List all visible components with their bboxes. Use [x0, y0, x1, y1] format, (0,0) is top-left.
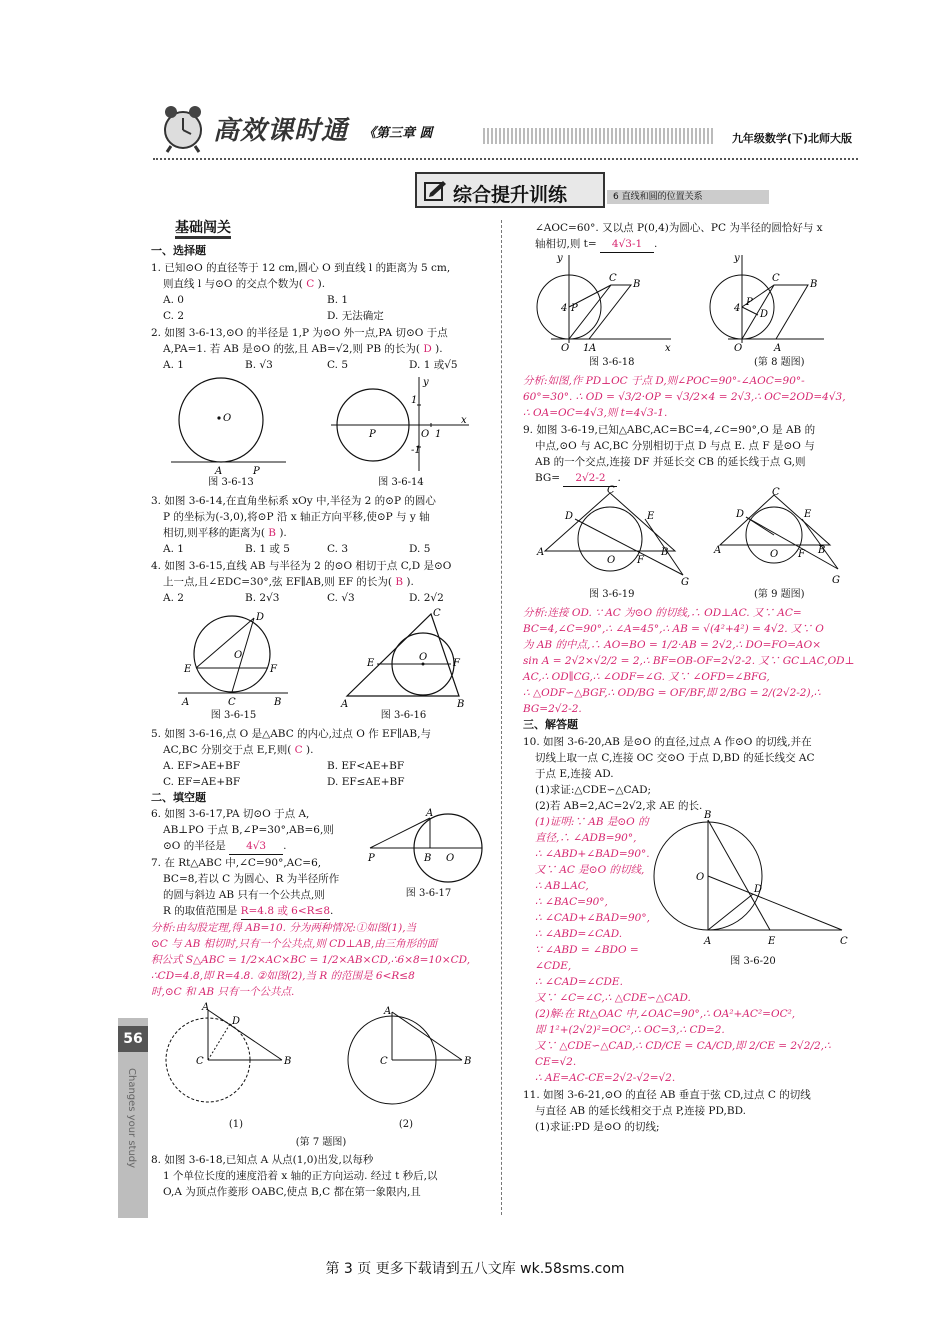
svg-text:P: P — [570, 303, 578, 314]
svg-text:4: 4 — [560, 303, 568, 314]
fill-section-title: 二、填空题 — [151, 791, 206, 804]
figure-row-7 — [151, 1002, 491, 1133]
figure-3-6-18: y 4 P O 1 A x C B 图 3-6-18 — [547, 255, 677, 371]
svg-text:B: B — [273, 697, 281, 708]
svg-text:P: P — [253, 466, 260, 477]
svg-text:y: y — [556, 253, 563, 264]
svg-text:B: B — [818, 545, 826, 556]
svg-text:B: B — [464, 1056, 472, 1067]
question-11: 11. 如图 3-6-21,⊙O 的直径 AB 垂直于弦 CD,过点 C 的切线 与直径 AB 的延长线相交于点 P,连接 PD,BD. (1)求证:PD 是⊙O 的切线; — [523, 1089, 811, 1133]
svg-text:B: B — [424, 853, 432, 864]
svg-text:O: O — [560, 343, 569, 354]
solution-10a: (1)证明:∵ AB 是⊙O 的 直径,∴ ∠ADB=90°, ∴ ∠ABD+∠BAD=90°. 又∵ AC 是⊙O 的切线, ∴ AB⊥AC, ∴ ∠BAC=90°, ∴ ∠CAD+∠BAD=90°, ∴ ∠ABD=∠CAD. ∵ ∠ABD = ∠BDO = ∠CDE, ∴ ∠CAD=∠CDE. — [535, 816, 650, 988]
answer-5: C — [294, 744, 303, 756]
svg-text:y: y — [734, 253, 740, 264]
svg-text:D: D — [760, 309, 769, 320]
svg-text:A: A — [215, 466, 223, 477]
figure-3-6-17: P A B O 图 3-6-17 — [366, 806, 491, 920]
svg-text:F: F — [269, 664, 277, 675]
solution-10-block — [523, 810, 858, 990]
svg-text:C: C — [772, 487, 780, 498]
svg-text:C: C — [432, 608, 441, 619]
svg-text:A: A — [181, 697, 189, 708]
svg-text:F: F — [798, 549, 806, 560]
svg-text:A: A — [340, 699, 348, 710]
answer-6: 4√3 — [229, 838, 283, 855]
svg-text:E: E — [804, 509, 812, 520]
svg-text:A: A — [384, 1006, 392, 1017]
answer-8: 4√3-1 — [600, 236, 654, 253]
figure-row-13-14 — [151, 375, 491, 491]
svg-text:D: D — [736, 509, 745, 520]
svg-text:P: P — [369, 429, 376, 440]
answer-9: 2√2-2 — [563, 470, 617, 487]
svg-text:C: C — [772, 273, 780, 284]
svg-text:A: A — [704, 936, 712, 947]
page-tab-text: Changes your study — [126, 1068, 137, 1169]
svg-text:A: A — [536, 547, 544, 558]
banner-title: 综合提升训练 — [453, 184, 568, 206]
figure-7-2: A C B (2) — [336, 1002, 476, 1133]
svg-text:D: D — [255, 612, 264, 623]
answer-3: B — [268, 527, 276, 539]
svg-text:C: C — [196, 1056, 204, 1067]
svg-text:O: O — [233, 650, 242, 661]
svg-text:C: C — [380, 1056, 388, 1067]
solution-8: 分析:如图,作 PD⊥OC 于点 D,则∠POC=90°-∠AOC=90°- 60°=30°. ∴ OD = √3/2·OP = √3/2×4 = 2√3,∴ OC=2OD=4√3, ∴ OA=OC=4√3,则 t=4√3-1. — [523, 375, 846, 419]
svg-text:E: E — [768, 936, 776, 947]
svg-text:4: 4 — [734, 303, 741, 314]
question-9: 9. 如图 3-6-19,已知△ABC,AC=BC=4,∠C=90°,O 是 AB 的 中点,⊙O 与 AC,BC 分别相切于点 D 与点 E. 点 F 是⊙O 与 AB 的一个交点,连接 DF 并延长交 CB 的延长线于点 G,则 BG= 2√2-2 . — [523, 422, 858, 487]
svg-text:B: B — [810, 279, 818, 290]
left-column — [151, 220, 491, 1200]
grade-label: 九年级数学(下)北师大版 — [731, 132, 852, 145]
figure-3-6-13: O A P 图 3-6-13 — [171, 375, 291, 491]
svg-text:1: 1 — [411, 395, 418, 406]
clock-mascot-icon — [157, 102, 209, 154]
figure-8: y 4 P D O A C B (第 8 题图) — [724, 255, 834, 371]
banner-box — [415, 172, 605, 208]
svg-text:y: y — [423, 377, 429, 388]
figure-7-1: A D C B (1) — [166, 1002, 306, 1133]
figure-3-6-14: P O 1 x y 1 -1 图 3-6-14 — [331, 375, 471, 491]
answer-2: D — [423, 343, 432, 355]
figure-3-6-19: C D E A O F B G 图 3-6-19 — [536, 485, 689, 600]
answer-1: C — [306, 278, 315, 290]
svg-text:D: D — [232, 1016, 241, 1027]
figure-3-6-15: E F D O A C B 图 3-6-15 — [181, 612, 281, 721]
svg-text:-1: -1 — [411, 445, 421, 456]
svg-text:C: C — [606, 485, 615, 496]
solution-7: 分析:由勾股定理,得 AB=10. 分为两种情况:①如图(1),当 ⊙C 与 AB 相切时,只有一个公共点,则 CD⊥AB,由三角形的面 积公式 S△ABC = 1/2×AC×BC = 1/2×AB×CD,∴6×8=10×CD, ∴CD=4.8,即 R=4.8. ②如图(2),当 R 的范围是 6<R≤8 时,⊙C 和 AB 只有一个公共点. — [151, 922, 471, 998]
banner-subtitle: 6 直线和圆的位置关系 — [607, 190, 769, 204]
question-10: 10. 如图 3-6-20,AB 是⊙O 的直径,过点 A 作⊙O 的切线,并在 切线上取一点 C,连接 OC 交⊙O 于点 D,BD 的延长线交 AC 于点 E,连接 AD. (1)求证:△CDE∽△CAD; (2)若 AB=2,AC=2√2,求 AE 的长. — [523, 736, 815, 812]
svg-text:B: B — [632, 279, 641, 290]
question-8: 8. 如图 3-6-18,已知点 A 从点(1,0)出发,以每秒 1 个单位长度的速度沿着 x 轴的正方向运动. 经过 t 秒后,以 O,A 为顶点作菱形 OABC,使点 B,C 都在第一象限内,且 — [151, 1154, 438, 1198]
svg-text:D: D — [754, 884, 763, 895]
svg-text:C: C — [840, 936, 848, 947]
solution-9: 分析:连接 OD. ∵ AC 为⊙O 的切线,∴ OD⊥AC. 又∵ AC= BC=4,∠C=90°,∴ ∠A=45°,∴ AB = √(4²+4²) = 4√2. 又∵ O 为 AB 的中点,∴ AO=BO = 1/2·AB = 2√2,∴ DO=FO=AO× sin A = 2√2×√2/2 = 2,∴ BF=OB-OF=2√2-2. 又∵ GC⊥AC,OD⊥ AC,∴ OD∥CG,∴ ∠ODF=∠G. 又∵ ∠OFD=∠BFG, ∴ △ODF∽△BGF,∴ OD/BG = OF/BF,即 2/BG = 2/(2√2-2),∴ BG=2√2-2. — [523, 607, 855, 715]
svg-text:x: x — [664, 343, 671, 354]
choice-section-title: 一、选择题 — [151, 244, 206, 257]
svg-text:O: O — [421, 429, 430, 440]
svg-text:O: O — [223, 413, 232, 424]
question-5: 5. 如图 3-6-16,点 O 是△ABC 的内心,过点 O 作 EF∥AB,与 AC,BC 分别交于点 E,F,则( C ). A. EF>AE+BF B. EF<AE+BF C. EF=AE+BF D. EF≤AE+BF — [151, 728, 431, 788]
svg-text:O: O — [770, 549, 779, 560]
figure-7-caption: (第 7 题图) — [295, 1137, 347, 1148]
svg-text:B: B — [284, 1056, 292, 1067]
question-1: 1. 已知⊙O 的直径等于 12 cm,圆心 O 到直线 l 的距离为 5 cm, 则直线 l 与⊙O 的交点个数为( C ). A. 0 B. 1 C. 2 D. 无法确定 — [151, 262, 451, 322]
page-number: 56 — [118, 1026, 148, 1052]
basic-section-badge: 基础闯关 — [175, 220, 231, 239]
answer-4: B — [395, 576, 404, 588]
svg-text:O: O — [696, 872, 705, 883]
svg-text:A: A — [774, 343, 782, 354]
svg-text:1: 1 — [582, 343, 590, 354]
answer-7: R=4.8 或 6<R≤8 — [241, 903, 330, 920]
figure-3-6-20: B O D A E C 图 3-6-20 — [658, 814, 848, 990]
svg-text:C: C — [227, 697, 236, 708]
section-banner — [415, 172, 770, 208]
figure-row-18 — [523, 255, 858, 371]
question-6-block: 6. 如图 3-6-17,PA 切⊙O 于点 A, AB⊥PO 于点 B,∠P=30°,AB=6,则 ⊙O 的半径是 4√3 . 7. 在 Rt△ABC 中,∠C=90°,AC=6, BC=8,若以 C 为圆心、R 为半径所作 的圆与斜边 AB 只有一个公共点,则 R 的取值范围是 R=4.8 或 6<R≤8. P A B O 图 3-6-17 — [151, 806, 491, 920]
footer-download-note: 第 3 页 更多下载请到五八文库 wk.58sms.com — [325, 1261, 625, 1277]
svg-text:D: D — [564, 511, 573, 522]
svg-text:G: G — [680, 577, 689, 588]
svg-text:O: O — [734, 343, 743, 354]
page-side-tab — [118, 1018, 148, 1218]
figure-row-19 — [523, 485, 858, 603]
figure-9: C D E A O F B G (第 9 题图) — [714, 487, 841, 600]
svg-text:E: E — [183, 664, 191, 675]
svg-text:O: O — [606, 555, 615, 566]
page-header — [153, 98, 858, 160]
question-2: 2. 如图 3-6-13,⊙O 的半径是 1,P 为⊙O 外一点,PA 切⊙O 于点 A,PA=1. 若 AB 是⊙O 的弦,且 AB=√2,则 PB 的长为( D ). A. 1 B. √3 C. 5 D. 1 或√5 — [151, 327, 458, 371]
solution-10b: 又∵ ∠C=∠C,∴ △CDE∽△CAD. (2)解:在 Rt△OAC 中,∠OAC=90°,∴ OA²+AC²=OC², 即 1²+(2√2)²=OC²,∴ OC=3,∴ CD=2. 又∵ △CDE∽△CAD,∴ CD/CE = CA/CD,即 2/CE = 2√2/2,∴ CE=√2. ∴ AE=AC-CE=2√2-√2=√2. — [535, 992, 831, 1084]
svg-text:B: B — [456, 699, 464, 710]
chapter-label: 《第三章 圆 — [363, 126, 433, 141]
svg-text:A: A — [426, 808, 434, 819]
figure-3-6-16: O E F A B C 图 3-6-16 — [340, 608, 464, 721]
svg-text:E: E — [366, 658, 374, 669]
svg-text:F: F — [452, 658, 460, 669]
header-stripe — [483, 128, 713, 144]
workbook-page — [118, 98, 860, 1218]
svg-text:A: A — [202, 1002, 210, 1013]
question-4: 4. 如图 3-6-15,直线 AB 与半径为 2 的⊙O 相切于点 C,D 是⊙O 上一点,且∠EDC=30°,弦 EF∥AB,则 EF 的长为( B ). A. 2 B. 2√3 C. √3 D. 2√2 — [151, 560, 452, 604]
figure-row-15-16 — [151, 608, 491, 724]
svg-text:C: C — [608, 273, 617, 284]
brand-title: 高效课时通 — [213, 116, 349, 146]
pencil-checkbox-icon — [423, 179, 447, 203]
svg-text:O: O — [418, 652, 427, 663]
svg-text:x: x — [461, 415, 467, 426]
svg-text:P: P — [368, 853, 375, 864]
svg-text:A: A — [588, 343, 596, 354]
column-divider — [501, 220, 502, 1215]
svg-text:B: B — [660, 547, 669, 558]
svg-text:F: F — [636, 555, 644, 566]
answer-section-title: 三、解答题 — [523, 718, 578, 731]
svg-text:P: P — [746, 297, 753, 308]
svg-text:O: O — [446, 853, 455, 864]
question-3: 3. 如图 3-6-14,在直角坐标系 xOy 中,半径为 2 的⊙P 的圆心 P 的坐标为(-3,0),将⊙P 沿 x 轴正方向平移,使⊙P 与 y 轴 相切,则平移的距离为( B ). A. 1 B. 1 或 5 C. 3 D. 5 — [151, 495, 436, 555]
svg-text:1: 1 — [435, 429, 442, 440]
svg-text:B: B — [704, 810, 712, 821]
svg-text:G: G — [832, 575, 841, 586]
svg-text:A: A — [714, 545, 722, 556]
svg-text:E: E — [646, 511, 655, 522]
right-column: ∠AOC=60°. 又以点 P(0,4)为圆心、PC 为半径的圆恰好与 x 轴相切,则 t= 4√3-1 . y 4 P O 1 A x C B 图 3-6-18 y 4 P D O A C B (第 8 题图) 分析:如图,作 PD⊥OC 于点 D,则∠POC=90°-∠AOC=90°- 60°=30°. ∴ OD = √3/2·OP = √3/2×4 = 2√3,∴ OC=2OD=4√3, ∴ OA=OC=4√3,则 t=4√3-1. 9. 如图 3-6-19,已知△ABC,AC=BC=4,∠C=90°,O 是 AB 的 中点,⊙O 与 AC,BC 分别相切于点 D 与点 E. 点 F 是⊙O 与 AB 的一个交点,连接 DF 并延长交 CB 的延长线于点 G,则 BG= 2√2-2 . C D E A O F B G 图 3-6-19 C D E A O F B G (第 9 题图) 分析:连接 OD. ∵ AC 为⊙O 的切线,∴ OD⊥AC. 又∵ AC= BC=4,∠C=90°,∴ ∠A=45°,∴ AB = √(4²+4²) = 4√2. 又∵ O 为 AB 的中点,∴ AO=BO = 1/2·AB = 2√2,∴ DO=FO=AO× sin A = 2√2×√2/2 = 2,∴ BF=OB-OF=2√2-2. 又∵ GC⊥AC,OD⊥ AC,∴ OD∥CG,∴ ∠ODF=∠G. 又∵ ∠OFD=∠BFG, ∴ △ODF∽△BGF,∴ OD/BG = OF/BF,即 2/BG = 2/(2√2-2),∴ BG=2√2-2. 三、解答题 10. 如图 3-6-20,AB 是⊙O 的直径,过点 A 作⊙O 的切线,并在 切线上取一点 C,连接 OC 交⊙O 于点 D,BD 的延长线交 AC 于点 E,连接 AD. (1)求证:△CDE∽△CAD; (2)若 AB=2,AC=2√2,求 AE 的长. (1)证明:∵ AB 是⊙O 的 直径,∴ ∠ADB=90°, ∴ ∠ABD+∠BAD=90°. 又∵ AC 是⊙O 的切线, ∴ AB⊥AC, ∴ ∠BAC=90°, ∴ ∠CAD+∠BAD=90°, ∴ ∠ABD=∠CAD. ∵ ∠ABD = ∠BDO = ∠CDE, ∴ ∠CAD=∠CDE. B O D A E C 图 3-6-20 又∵ ∠C=∠C,∴ △CDE∽△CAD. (2)解:在 Rt△OAC 中,∠OAC=90°,∴ OA²+AC²=OC², 即 1²+(2√2)²=OC²,∴ OC=3,∴ CD=2. 又∵ △CDE∽△CAD,∴ CD/CE = CA/CD,即 2/CE = 2√2/2,∴ CE=√2. ∴ AE=AC-CE=2√2-√2=√2. 11. 如图 3-6-21,⊙O 的直径 AB 垂直于弦 CD,过点 C 的切线 与直径 AB 的延长线相交于点 P,连接 PD,BD. (1)求证:PD 是⊙O 的切线; — [523, 220, 858, 1135]
